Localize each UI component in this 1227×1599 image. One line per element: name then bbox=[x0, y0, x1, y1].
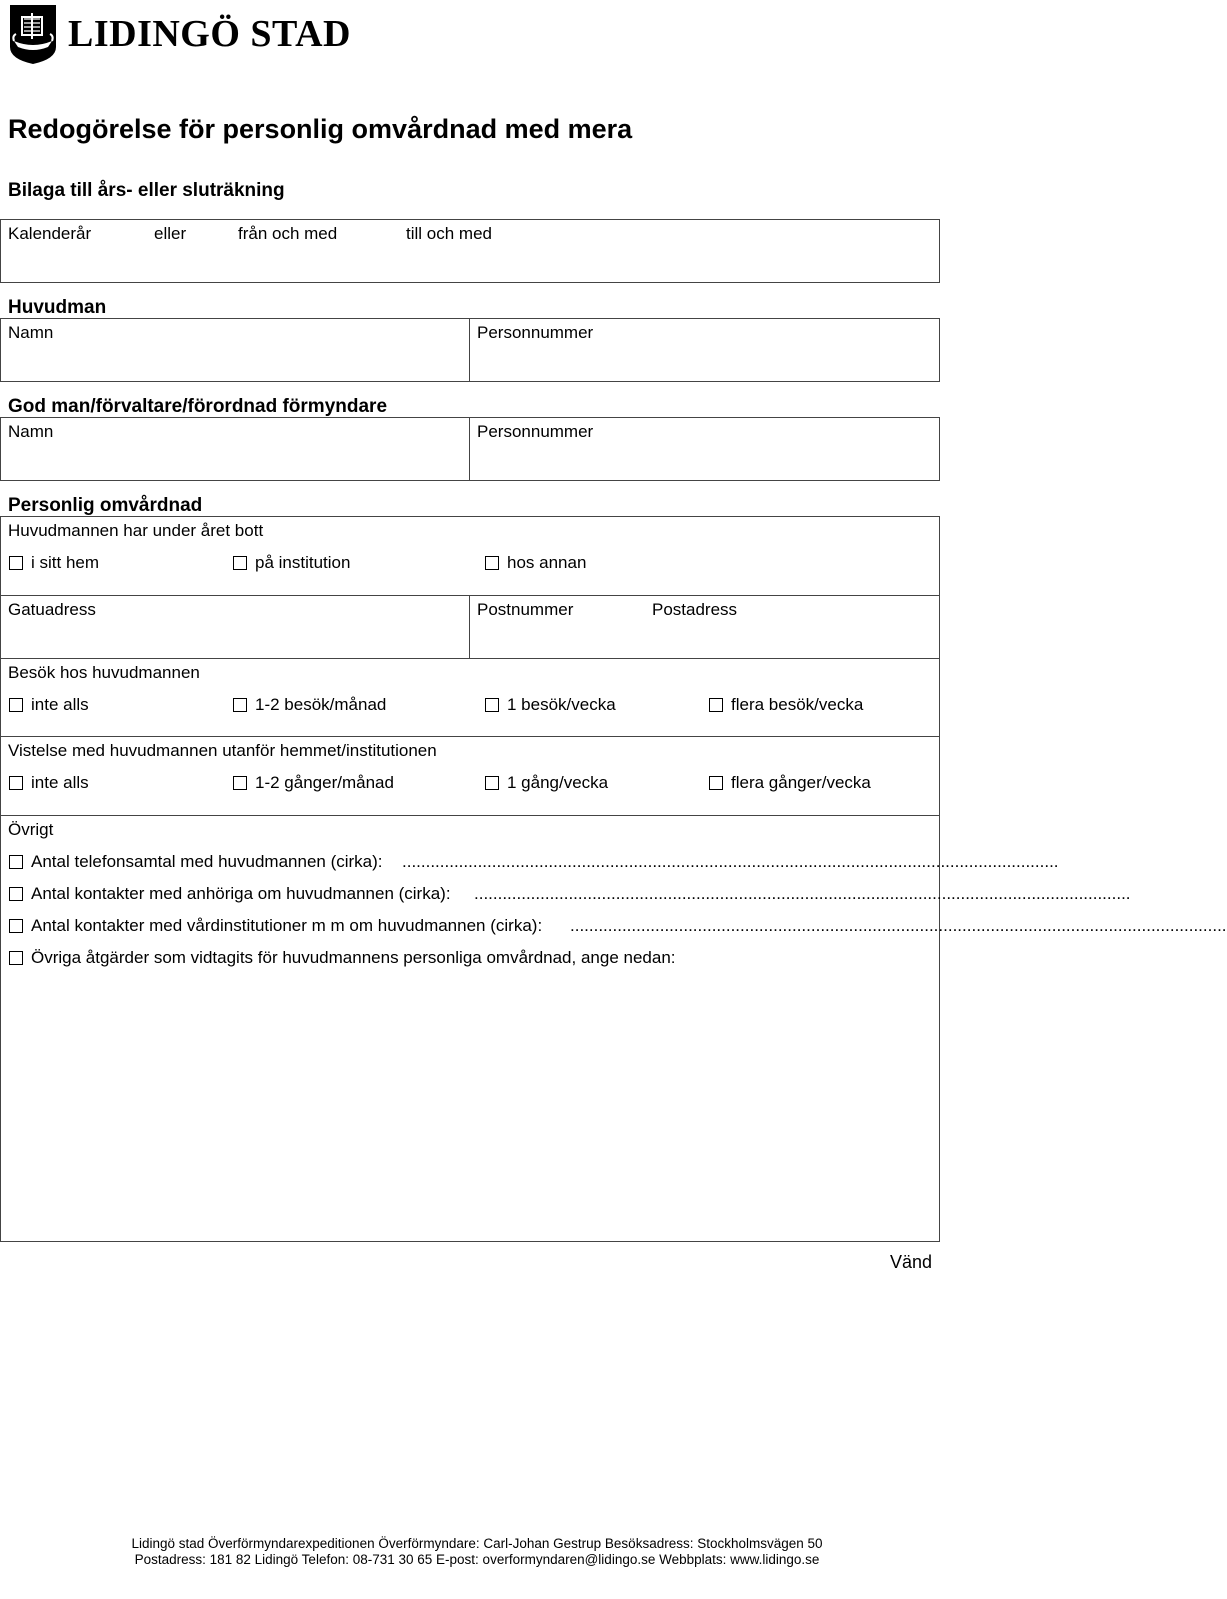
from-date-field[interactable] bbox=[236, 250, 386, 278]
checkbox[interactable] bbox=[233, 776, 247, 790]
lived-option-institution[interactable]: på institution bbox=[233, 554, 350, 571]
calendar-year-field[interactable] bbox=[6, 250, 136, 278]
institution-contacts-item[interactable]: Antal kontakter med vårdinstitutioner m m om huvudmannen (cirka): bbox=[9, 917, 542, 934]
checkbox[interactable] bbox=[485, 698, 499, 712]
divider bbox=[0, 658, 940, 659]
checkbox[interactable] bbox=[9, 698, 23, 712]
checkbox[interactable] bbox=[709, 698, 723, 712]
visits-option-weekly[interactable]: 1 besök/vecka bbox=[485, 696, 616, 713]
relative-contacts-item[interactable]: Antal kontakter med anhöriga om huvudmannen (cirka): bbox=[9, 885, 451, 902]
turn-page-label: Vänd bbox=[889, 1252, 932, 1272]
checkbox[interactable] bbox=[233, 556, 247, 570]
divider bbox=[469, 318, 470, 382]
other-measures-item[interactable]: Övriga åtgärder som vidtagits för huvudmannens personliga omvårdnad, ange nedan: bbox=[9, 949, 676, 966]
phone-calls-fill-line[interactable]: ........................................................................................................................................... bbox=[402, 852, 1059, 871]
checkbox[interactable] bbox=[485, 776, 499, 790]
visits-label: Besök hos huvudmannen bbox=[8, 663, 200, 682]
guardian-pnr-field[interactable] bbox=[475, 447, 930, 475]
institution-contacts-fill-line[interactable]: ........................................................................................................................................... bbox=[570, 916, 1227, 935]
to-label: till och med bbox=[406, 224, 492, 243]
huvudman-heading: Huvudman bbox=[8, 297, 107, 318]
guardian-pnr-label: Personnummer bbox=[477, 422, 594, 441]
huvudman-pnr-field[interactable] bbox=[475, 348, 930, 376]
lived-option-other[interactable]: hos annan bbox=[485, 554, 586, 571]
huvudman-name-field[interactable] bbox=[6, 348, 461, 376]
divider bbox=[469, 417, 470, 481]
checkbox[interactable] bbox=[233, 698, 247, 712]
logo bbox=[8, 3, 351, 65]
lived-option-home[interactable]: i sitt hem bbox=[9, 554, 99, 571]
other-label: Övrigt bbox=[8, 820, 54, 839]
huvudman-name-label: Namn bbox=[8, 323, 54, 342]
logo-text: LIDINGÖ STAD bbox=[68, 13, 351, 55]
checkbox[interactable] bbox=[9, 919, 23, 933]
visits-option-none[interactable]: inte alls bbox=[9, 696, 89, 713]
footer-line-2: Postadress: 181 82 Lidingö Telefon: 08-731 30 65 E-post: overformyndaren@lidingo.se Webbplats: www.lidingo.se bbox=[134, 1552, 820, 1567]
outside-option-none[interactable]: inte alls bbox=[9, 774, 89, 791]
divider bbox=[469, 595, 470, 658]
outside-option-several-weekly[interactable]: flera gånger/vecka bbox=[709, 774, 871, 791]
huvudman-pnr-label: Personnummer bbox=[477, 323, 594, 342]
to-date-field[interactable] bbox=[404, 250, 604, 278]
guardian-name-label: Namn bbox=[8, 422, 54, 441]
outside-label: Vistelse med huvudmannen utanför hemmet/institutionen bbox=[8, 741, 437, 760]
visits-option-several-weekly[interactable]: flera besök/vecka bbox=[709, 696, 863, 713]
page-subtitle: Bilaga till års- eller sluträkning bbox=[8, 180, 285, 201]
guardian-name-field[interactable] bbox=[6, 447, 461, 475]
footer-line-1: Lidingö stad Överförmyndarexpeditionen Överförmyndare: Carl-Johan Gestrup Besöksadress: Stockholmsvägen 50 bbox=[131, 1536, 823, 1551]
lived-label: Huvudmannen har under året bott bbox=[8, 521, 264, 540]
other-measures-field[interactable] bbox=[8, 978, 932, 1234]
divider bbox=[0, 736, 940, 737]
care-heading: Personlig omvårdnad bbox=[8, 495, 203, 516]
guardian-heading: God man/förvaltare/förordnad förmyndare bbox=[8, 396, 388, 417]
page-title: Redogörelse för personlig omvårdnad med mera bbox=[8, 114, 633, 144]
city-field[interactable] bbox=[650, 624, 930, 652]
checkbox[interactable] bbox=[9, 951, 23, 965]
outside-option-monthly[interactable]: 1-2 gånger/månad bbox=[233, 774, 394, 791]
or-label: eller bbox=[154, 224, 187, 243]
street-label: Gatuadress bbox=[8, 600, 96, 619]
street-field[interactable] bbox=[6, 624, 461, 652]
viking-ship-icon bbox=[8, 3, 58, 65]
calendar-year-label: Kalenderår bbox=[8, 224, 92, 243]
relative-contacts-fill-line[interactable]: ........................................................................................................................................... bbox=[474, 884, 1131, 903]
zip-field[interactable] bbox=[475, 624, 635, 652]
divider bbox=[0, 595, 940, 596]
checkbox[interactable] bbox=[485, 556, 499, 570]
checkbox[interactable] bbox=[9, 855, 23, 869]
outside-option-weekly[interactable]: 1 gång/vecka bbox=[485, 774, 608, 791]
city-label: Postadress bbox=[652, 600, 738, 619]
visits-option-monthly[interactable]: 1-2 besök/månad bbox=[233, 696, 386, 713]
divider bbox=[0, 815, 940, 816]
checkbox[interactable] bbox=[709, 776, 723, 790]
zip-label: Postnummer bbox=[477, 600, 574, 619]
checkbox[interactable] bbox=[9, 556, 23, 570]
phone-calls-item[interactable]: Antal telefonsamtal med huvudmannen (cirka): bbox=[9, 853, 383, 870]
checkbox[interactable] bbox=[9, 776, 23, 790]
checkbox[interactable] bbox=[9, 887, 23, 901]
from-label: från och med bbox=[238, 224, 338, 243]
